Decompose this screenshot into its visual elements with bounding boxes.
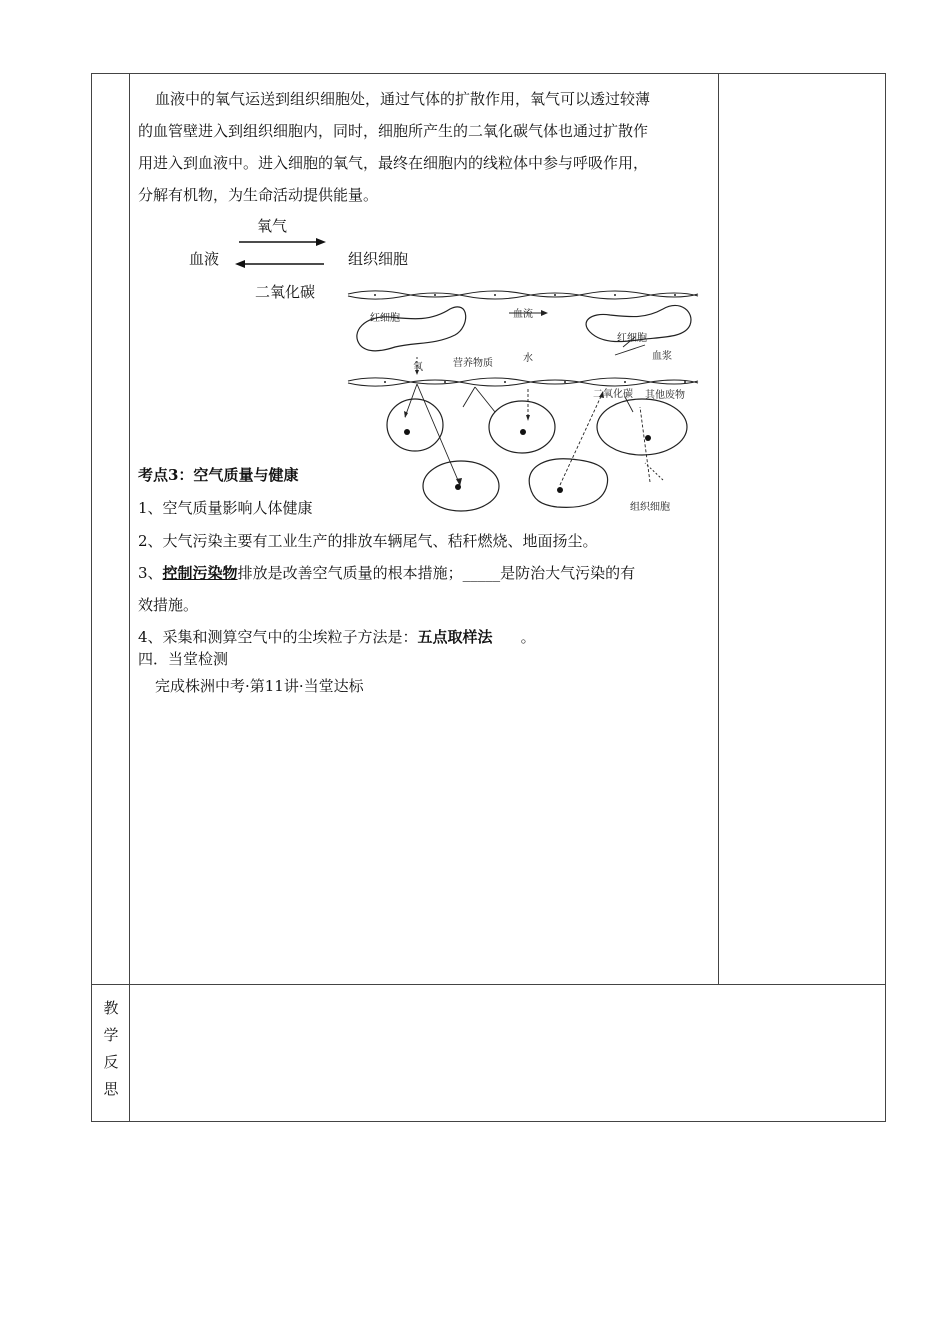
item-3-suffix: 是防治大气污染的有 bbox=[500, 564, 636, 582]
oxygen-label: 氧气 bbox=[257, 217, 288, 235]
item-4 bbox=[138, 627, 536, 647]
item-3-blank: _____ bbox=[462, 564, 501, 582]
label-red-cell-left: 红细胞 bbox=[370, 313, 400, 324]
capillary-exchange-figure bbox=[345, 287, 702, 519]
co2-label: 二氧化碳 bbox=[255, 283, 316, 301]
item-3-continued: 效措施。 bbox=[138, 596, 199, 614]
item-3 bbox=[138, 563, 635, 583]
item-3-mid: 排放是改善空气质量的根本措施； bbox=[237, 564, 463, 582]
reflection-char: 教 bbox=[103, 999, 119, 1017]
label-nutrients: 营养物质 bbox=[453, 358, 493, 369]
section4-text: 完成株洲中考·第11讲·当堂达标 bbox=[155, 677, 364, 695]
blood-label: 血液 bbox=[189, 250, 220, 268]
tissue-cell bbox=[597, 399, 687, 455]
capillary-wall-bottom bbox=[348, 378, 698, 386]
label-plasma: 血浆 bbox=[652, 351, 672, 362]
table-top-border bbox=[91, 73, 886, 74]
tissue-cell bbox=[489, 401, 555, 453]
item-3-prefix: 3、 bbox=[138, 564, 163, 582]
label-red-cell-right: 红细胞 bbox=[617, 333, 647, 344]
table-bottom-border bbox=[91, 1121, 886, 1122]
reflection-char: 思 bbox=[103, 1080, 119, 1098]
item-4-prefix: 4、采集和测算空气中的尘埃粒子方法是： bbox=[138, 628, 418, 646]
reflection-char: 反 bbox=[103, 1053, 119, 1071]
label-co2: 二氧化碳 bbox=[593, 389, 633, 400]
table-right-border bbox=[885, 73, 886, 1122]
item-4-end: 。 bbox=[520, 628, 536, 646]
item-3-answer: 控制污染物 bbox=[162, 564, 238, 582]
item-4-answer: 五点取样法 bbox=[417, 628, 493, 646]
table-row-divider bbox=[91, 984, 886, 985]
tissue-cell-label: 组织细胞 bbox=[348, 250, 409, 268]
label-blood-flow: 血流 bbox=[513, 309, 533, 320]
exchange-arrows bbox=[230, 235, 330, 271]
label-tissue-cells: 组织细胞 bbox=[630, 502, 670, 513]
label-other-waste: 其他废物 bbox=[645, 390, 685, 401]
label-oxygen: 氧 bbox=[413, 362, 423, 373]
paragraph-line: 血液中的氧气运送到组织细胞处，通过气体的扩散作用，氧气可以透过较薄 bbox=[155, 90, 651, 108]
capillary-wall-top bbox=[348, 291, 698, 299]
paragraph-line: 的血管壁进入到组织细胞内，同时，细胞所产生的二氧化碳气体也通过扩散作 bbox=[138, 122, 649, 140]
table-left-border bbox=[91, 73, 92, 1122]
paragraph-line: 用进入到血液中。进入细胞的氧气，最终在细胞内的线粒体中参与呼吸作用， bbox=[138, 154, 649, 172]
section4-title: 四．当堂检测 bbox=[138, 650, 229, 668]
item-2: 2、大气污染主要有工业生产的排放车辆尾气、秸秆燃烧、地面扬尘。 bbox=[138, 532, 598, 550]
section3-title: 考点3：空气质量与健康 bbox=[138, 466, 299, 484]
tissue-cell bbox=[423, 461, 499, 511]
paragraph-line: 分解有机物，为生命活动提供能量。 bbox=[138, 186, 379, 204]
label-water: 水 bbox=[523, 353, 533, 364]
item-1: 1、空气质量影响人体健康 bbox=[138, 499, 313, 517]
table-col-divider-right bbox=[718, 73, 719, 985]
reflection-char: 学 bbox=[103, 1026, 119, 1044]
table-col-divider bbox=[129, 73, 130, 1122]
